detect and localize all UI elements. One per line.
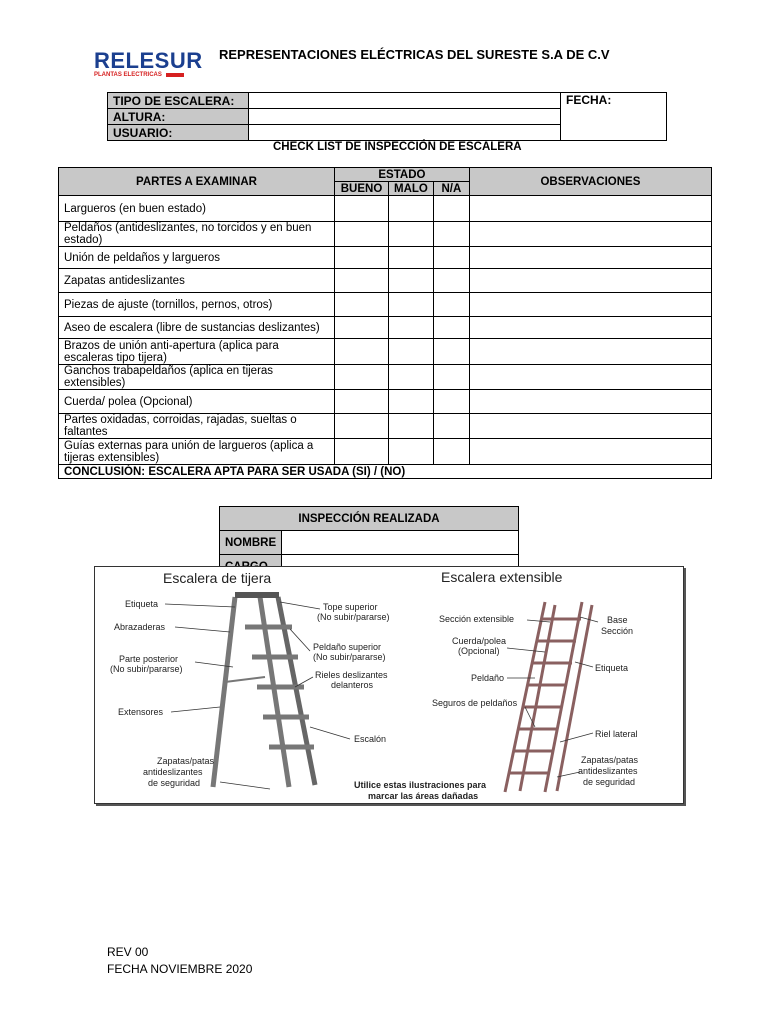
observaciones-cell[interactable] [469, 269, 711, 293]
ladder-illustration [94, 566, 684, 804]
bueno-cell[interactable] [335, 293, 389, 317]
altura-label: ALTURA: [108, 109, 249, 125]
label-extensores: Extensores [118, 707, 164, 717]
footer [107, 944, 252, 978]
extensible-labels [432, 614, 639, 787]
conclusion-row: CONCLUSIÓN: ESCALERA APTA PARA SER USADA (SI) / (NO) [59, 465, 712, 479]
malo-cell[interactable] [389, 414, 434, 439]
table-row [59, 317, 712, 339]
bueno-cell[interactable] [335, 196, 389, 222]
nombre-field[interactable] [282, 531, 519, 555]
label-etiqueta: Etiqueta [125, 599, 159, 609]
malo-cell[interactable] [389, 196, 434, 222]
bueno-cell[interactable] [335, 247, 389, 269]
checklist-title: CHECK LIST DE INSPECCIÓN DE ESCALERA [273, 141, 522, 153]
malo-cell[interactable] [389, 247, 434, 269]
label-tope-superior-note: (No subir/pararse) [317, 612, 390, 622]
observaciones-cell[interactable] [469, 222, 711, 247]
tipo-escalera-field[interactable] [249, 93, 561, 109]
note-line-1: Utilice estas ilustraciones para [354, 780, 487, 790]
col-malo-header: MALO [389, 182, 434, 196]
label-peldano-superior-note: (No subir/pararse) [313, 652, 386, 662]
label-tope-superior: Tope superior [323, 602, 378, 612]
observaciones-cell[interactable] [469, 196, 711, 222]
malo-cell[interactable] [389, 390, 434, 414]
col-partes-header: PARTES A EXAMINAR [59, 168, 335, 196]
col-estado-header: ESTADO [335, 168, 470, 182]
company-logo [94, 48, 203, 85]
label-antideslizantes: antideslizantes [143, 767, 203, 777]
bueno-cell[interactable] [335, 439, 389, 465]
usuario-label: USUARIO: [108, 125, 249, 141]
bueno-cell[interactable] [335, 269, 389, 293]
observaciones-cell[interactable] [469, 390, 711, 414]
table-row [59, 365, 712, 390]
label-seguridad: de seguridad [148, 778, 201, 788]
na-cell[interactable] [433, 439, 469, 465]
illustration-note [354, 780, 487, 801]
observaciones-cell[interactable] [469, 247, 711, 269]
na-cell[interactable] [433, 222, 469, 247]
extension-ladder-drawing [505, 602, 592, 792]
label-etiqueta-ext: Etiqueta [595, 663, 629, 673]
na-cell[interactable] [433, 269, 469, 293]
table-row [59, 414, 712, 439]
table-row [59, 222, 712, 247]
observaciones-cell[interactable] [469, 439, 711, 465]
checklist-table [58, 167, 712, 479]
logo-name: RELESUR [94, 48, 203, 73]
label-riel-lateral: Riel lateral [595, 729, 638, 739]
label-cuerda-polea: Cuerda/polea [452, 636, 507, 646]
extensible-title: Escalera extensible [441, 569, 563, 585]
observaciones-cell[interactable] [469, 293, 711, 317]
label-opcional: (Opcional) [458, 646, 500, 656]
label-antideslizantes-ext: antideslizantes [578, 766, 638, 776]
row-item-label: Partes oxidadas, corroidas, rajadas, sueltas o faltantes [59, 414, 335, 439]
na-cell[interactable] [433, 414, 469, 439]
col-observaciones-header: OBSERVACIONES [469, 168, 711, 196]
altura-field[interactable] [249, 109, 561, 125]
malo-cell[interactable] [389, 222, 434, 247]
label-seccion-extensible: Sección extensible [439, 614, 515, 624]
na-cell[interactable] [433, 317, 469, 339]
bueno-cell[interactable] [335, 390, 389, 414]
label-seccion: Sección [601, 626, 634, 636]
tijera-labels [110, 599, 215, 788]
label-parte-posterior-note: (No subir/pararse) [110, 664, 183, 674]
fecha-field[interactable] [561, 93, 667, 141]
label-seguridad-ext: de seguridad [583, 777, 636, 787]
malo-cell[interactable] [389, 269, 434, 293]
label-rieles-note: delanteros [331, 680, 374, 690]
table-row [59, 339, 712, 365]
label-seguros: Seguros de peldaños [432, 698, 518, 708]
step-ladder-drawing [213, 595, 315, 787]
na-cell[interactable] [433, 365, 469, 390]
col-bueno-header: BUENO [335, 182, 389, 196]
row-item-label: Zapatas antideslizantes [59, 269, 335, 293]
bueno-cell[interactable] [335, 317, 389, 339]
malo-cell[interactable] [389, 293, 434, 317]
row-item-label: Largueros (en buen estado) [59, 196, 335, 222]
checklist-rows [59, 196, 712, 465]
malo-cell[interactable] [389, 339, 434, 365]
footer-fecha: FECHA NOVIEMBRE 2020 [107, 962, 253, 976]
na-cell[interactable] [433, 339, 469, 365]
na-cell[interactable] [433, 196, 469, 222]
tipo-escalera-label: TIPO DE ESCALERA: [108, 93, 249, 109]
col-na-header: N/A [433, 182, 469, 196]
row-item-label: Brazos de unión anti-apertura (aplica para escaleras tipo tijera) [59, 339, 335, 365]
table-row [59, 247, 712, 269]
malo-cell[interactable] [389, 317, 434, 339]
note-line-2: marcar las áreas dañadas [368, 791, 479, 801]
logo-tagline: PLANTAS ELECTRICAS [94, 72, 162, 78]
na-cell[interactable] [433, 390, 469, 414]
label-abrazaderas: Abrazaderas [114, 622, 166, 632]
row-item-label: Aseo de escalera (libre de sustancias deslizantes) [59, 317, 335, 339]
na-cell[interactable] [433, 247, 469, 269]
na-cell[interactable] [433, 293, 469, 317]
ladder-illustration-svg [95, 567, 683, 803]
row-item-label: Guías externas para unión de largueros (aplica a tijeras extensibles) [59, 439, 335, 465]
tijera-mid-labels [313, 602, 390, 744]
bueno-cell[interactable] [335, 339, 389, 365]
row-item-label: Peldaños (antideslizantes, no torcidos y en buen estado) [59, 222, 335, 247]
row-item-label: Unión de peldaños y largueros [59, 247, 335, 269]
observaciones-cell[interactable] [469, 365, 711, 390]
logo-mark-icon [166, 73, 184, 77]
row-item-label: Piezas de ajuste (tornillos, pernos, otros) [59, 293, 335, 317]
observaciones-cell[interactable] [469, 339, 711, 365]
table-row [59, 390, 712, 414]
inspeccion-title: INSPECCIÓN REALIZADA [220, 507, 519, 531]
row-item-label: Cuerda/ polea (Opcional) [59, 390, 335, 414]
footer-rev: REV 00 [107, 945, 149, 959]
fecha-label: FECHA: [566, 93, 612, 107]
table-row [59, 269, 712, 293]
tijera-title: Escalera de tijera [163, 570, 272, 586]
header-table [107, 92, 667, 141]
label-rieles: Rieles deslizantes [315, 670, 388, 680]
label-parte-posterior: Parte posterior [119, 654, 179, 664]
usuario-field[interactable] [249, 125, 561, 141]
bueno-cell[interactable] [335, 222, 389, 247]
label-zapatas: Zapatas/patas [157, 756, 215, 766]
bueno-cell[interactable] [335, 414, 389, 439]
label-peldano: Peldaño [471, 673, 505, 683]
observaciones-cell[interactable] [469, 414, 711, 439]
bueno-cell[interactable] [335, 365, 389, 390]
label-zapatas-ext: Zapatas/patas [581, 755, 639, 765]
observaciones-cell[interactable] [469, 317, 711, 339]
row-item-label: Ganchos trabapeldaños (aplica en tijeras extensibles) [59, 365, 335, 390]
nombre-label: NOMBRE [220, 531, 282, 555]
malo-cell[interactable] [389, 365, 434, 390]
label-escalon: Escalón [354, 734, 387, 744]
company-title: REPRESENTACIONES ELÉCTRICAS DEL SURESTE S.A DE C.V [219, 47, 610, 62]
table-row [59, 196, 712, 222]
label-peldano-superior: Peldaño superior [313, 642, 382, 652]
label-base: Base [607, 615, 628, 625]
malo-cell[interactable] [389, 439, 434, 465]
table-row [59, 439, 712, 465]
table-row [59, 293, 712, 317]
